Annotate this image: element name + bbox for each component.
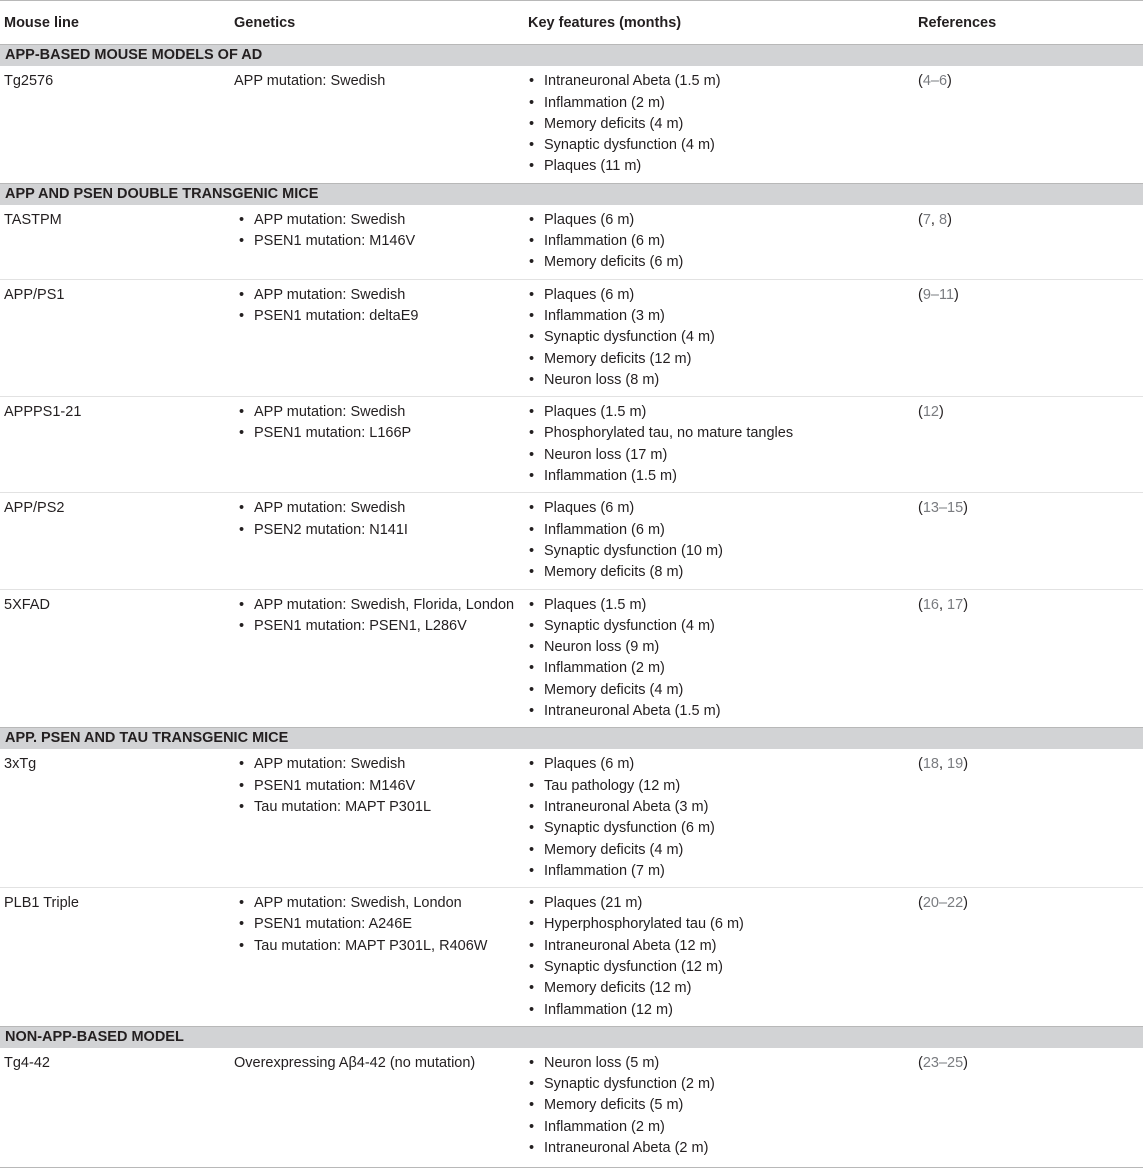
reference-group	[918, 287, 959, 303]
genetics-list	[238, 285, 524, 328]
feature-item: • Memory deficits (4 m)	[528, 840, 914, 861]
feature-item: • Synaptic dysfunction (2 m)	[528, 1074, 914, 1095]
feature-item: • Inflammation (2 m)	[528, 93, 914, 114]
genetics-cell	[230, 888, 524, 1027]
header-references: References	[914, 1, 1143, 45]
table-row	[0, 279, 1143, 396]
feature-item: • Memory deficits (12 m)	[528, 978, 914, 999]
mouse-line-cell: 5XFAD	[0, 589, 230, 728]
reference-link[interactable]: 7	[922, 211, 931, 228]
genetics-item: • APP mutation: Swedish	[238, 402, 524, 423]
genetics-item: • PSEN2 mutation: N141I	[238, 520, 524, 541]
feature-item: • Synaptic dysfunction (4 m)	[528, 327, 914, 348]
references-cell	[914, 66, 1143, 183]
key-features-cell	[524, 279, 914, 396]
genetics-list	[238, 893, 524, 957]
genetics-list	[238, 402, 524, 445]
reference-separator: ,	[930, 211, 939, 228]
header-row	[0, 1, 1143, 45]
mouse-line-cell: APPPS1-21	[0, 397, 230, 493]
feature-item: • Memory deficits (6 m)	[528, 252, 914, 273]
reference-close-paren: )	[947, 211, 952, 228]
table-row	[0, 205, 1143, 279]
genetics-text: Overexpressing Aβ4-42 (no mutation)	[234, 1054, 476, 1071]
reference-open-paren: (	[918, 895, 923, 912]
references-cell	[914, 493, 1143, 589]
table-body	[0, 45, 1143, 1168]
feature-item: • Neuron loss (5 m)	[528, 1053, 914, 1074]
header-key-features: Key features (months)	[524, 1, 914, 45]
reference-open-paren: (	[918, 404, 923, 421]
genetics-item: • APP mutation: Swedish	[238, 754, 524, 775]
feature-item: • Phosphorylated tau, no mature tangles	[528, 423, 914, 444]
table-header	[0, 1, 1143, 45]
genetics-item: • APP mutation: Swedish	[238, 285, 524, 306]
reference-open-paren: (	[918, 286, 923, 303]
genetics-text: APP mutation: Swedish	[234, 73, 386, 90]
genetics-cell	[230, 205, 524, 279]
genetics-item: • Tau mutation: MAPT P301L, R406W	[238, 936, 524, 957]
feature-item: • Inflammation (6 m)	[528, 231, 914, 252]
reference-group	[918, 404, 944, 420]
reference-separator: ,	[938, 596, 948, 613]
reference-link[interactable]: 17	[947, 596, 964, 613]
reference-close-paren: )	[963, 500, 969, 517]
feature-item: • Plaques (1.5 m)	[528, 402, 914, 423]
mouse-line-cell: APP/PS2	[0, 493, 230, 589]
genetics-cell	[230, 589, 524, 728]
features-list	[528, 71, 914, 177]
feature-item: • Hyperphosphorylated tau (6 m)	[528, 914, 914, 935]
reference-link[interactable]: 12	[922, 404, 939, 421]
section-title: APP-BASED MOUSE MODELS OF AD	[0, 45, 1143, 67]
feature-item: • Synaptic dysfunction (4 m)	[528, 135, 914, 156]
genetics-list	[238, 754, 524, 818]
key-features-cell	[524, 1048, 914, 1168]
table-row	[0, 1048, 1143, 1168]
features-list	[528, 285, 914, 391]
feature-item: • Plaques (1.5 m)	[528, 595, 914, 616]
header-mouse-line: Mouse line	[0, 1, 230, 45]
feature-item: • Tau pathology (12 m)	[528, 776, 914, 797]
reference-open-paren: (	[918, 500, 923, 517]
reference-link[interactable]: 23–25	[922, 1054, 964, 1071]
feature-item: • Inflammation (1.5 m)	[528, 466, 914, 487]
feature-item: • Neuron loss (9 m)	[528, 637, 914, 658]
reference-close-paren: )	[963, 895, 969, 912]
key-features-cell	[524, 888, 914, 1027]
feature-item: • Memory deficits (5 m)	[528, 1095, 914, 1116]
reference-link[interactable]: 8	[938, 211, 948, 228]
reference-open-paren: (	[918, 1054, 923, 1071]
feature-item: • Plaques (21 m)	[528, 893, 914, 914]
reference-link[interactable]: 18	[922, 756, 939, 773]
reference-group	[918, 1055, 968, 1071]
genetics-list	[238, 210, 524, 253]
section-title: APP AND PSEN DOUBLE TRANSGENIC MICE	[0, 183, 1143, 205]
key-features-cell	[524, 205, 914, 279]
genetics-item: • APP mutation: Swedish, London	[238, 893, 524, 914]
table-row	[0, 888, 1143, 1027]
genetics-item: • APP mutation: Swedish	[238, 210, 524, 231]
feature-item: • Neuron loss (17 m)	[528, 445, 914, 466]
feature-item: • Synaptic dysfunction (4 m)	[528, 616, 914, 637]
genetics-item: • APP mutation: Swedish, Florida, London	[238, 595, 524, 616]
feature-item: • Intraneuronal Abeta (1.5 m)	[528, 701, 914, 722]
genetics-cell	[230, 749, 524, 887]
features-list	[528, 893, 914, 1021]
features-list	[528, 1053, 914, 1159]
references-cell	[914, 1048, 1143, 1168]
feature-item: • Inflammation (2 m)	[528, 658, 914, 679]
table-row	[0, 66, 1143, 183]
reference-close-paren: )	[954, 286, 959, 303]
feature-item: • Memory deficits (12 m)	[528, 349, 914, 370]
feature-item: • Inflammation (6 m)	[528, 520, 914, 541]
reference-open-paren: (	[918, 596, 923, 613]
genetics-item: • PSEN1 mutation: M146V	[238, 776, 524, 797]
table-row	[0, 589, 1143, 728]
feature-item: • Plaques (6 m)	[528, 498, 914, 519]
reference-link[interactable]: 9–11	[922, 286, 955, 303]
genetics-cell	[230, 279, 524, 396]
header-genetics: Genetics	[230, 1, 524, 45]
key-features-cell	[524, 66, 914, 183]
reference-link[interactable]: 13–15	[922, 500, 964, 517]
table-row	[0, 749, 1143, 887]
references-cell	[914, 749, 1143, 887]
key-features-cell	[524, 397, 914, 493]
feature-item: • Inflammation (3 m)	[528, 306, 914, 327]
genetics-list	[238, 498, 524, 541]
section-header-row	[0, 728, 1143, 750]
feature-item: • Plaques (6 m)	[528, 754, 914, 775]
features-list	[528, 402, 914, 487]
section-header-row	[0, 1026, 1143, 1048]
mouse-line-cell: Tg4-42	[0, 1048, 230, 1168]
reference-open-paren: (	[918, 756, 923, 773]
references-cell	[914, 279, 1143, 396]
reference-group	[918, 212, 952, 228]
genetics-list	[238, 595, 524, 638]
feature-item: • Plaques (6 m)	[528, 285, 914, 306]
reference-open-paren: (	[918, 73, 923, 90]
feature-item: • Plaques (6 m)	[528, 210, 914, 231]
features-list	[528, 210, 914, 274]
features-list	[528, 498, 914, 583]
feature-item: • Intraneuronal Abeta (12 m)	[528, 936, 914, 957]
reference-link[interactable]: 19	[947, 756, 964, 773]
feature-item: • Memory deficits (4 m)	[528, 114, 914, 135]
mouse-line-cell: 3xTg	[4, 756, 37, 773]
feature-item: • Intraneuronal Abeta (3 m)	[528, 797, 914, 818]
reference-group	[918, 895, 968, 911]
reference-link[interactable]: 4–6	[922, 73, 948, 90]
genetics-cell	[230, 397, 524, 493]
feature-item: • Neuron loss (8 m)	[528, 370, 914, 391]
key-features-cell	[524, 589, 914, 728]
features-list	[528, 595, 914, 723]
feature-item: • Memory deficits (8 m)	[528, 562, 914, 583]
feature-item: • Inflammation (2 m)	[528, 1117, 914, 1138]
genetics-item: • PSEN1 mutation: A246E	[238, 914, 524, 935]
reference-separator: ,	[938, 756, 948, 773]
reference-link[interactable]: 20–22	[922, 895, 964, 912]
reference-open-paren: (	[918, 211, 923, 228]
table-row	[0, 493, 1143, 589]
genetics-item: • PSEN1 mutation: deltaE9	[238, 306, 524, 327]
reference-link[interactable]: 16	[922, 596, 939, 613]
feature-item: • Synaptic dysfunction (6 m)	[528, 818, 914, 839]
section-title: NON-APP-BASED MODEL	[0, 1026, 1143, 1048]
reference-close-paren: )	[963, 596, 969, 613]
key-features-cell	[524, 749, 914, 887]
references-cell	[914, 589, 1143, 728]
reference-group	[918, 73, 952, 89]
genetics-item: • APP mutation: Swedish	[238, 498, 524, 519]
section-header-row	[0, 183, 1143, 205]
reference-close-paren: )	[963, 1054, 969, 1071]
feature-item: • Synaptic dysfunction (12 m)	[528, 957, 914, 978]
genetics-item: • PSEN1 mutation: L166P	[238, 423, 524, 444]
section-header-row	[0, 45, 1143, 67]
feature-item: • Inflammation (12 m)	[528, 1000, 914, 1021]
feature-item: • Synaptic dysfunction (10 m)	[528, 541, 914, 562]
table-row	[0, 397, 1143, 493]
mouse-line-cell: Tg2576	[4, 73, 54, 90]
feature-item: • Intraneuronal Abeta (1.5 m)	[528, 71, 914, 92]
reference-group	[918, 756, 968, 772]
feature-item: • Inflammation (7 m)	[528, 861, 914, 882]
feature-item: • Plaques (11 m)	[528, 156, 914, 177]
section-title: APP. PSEN AND TAU TRANSGENIC MICE	[0, 728, 1143, 750]
mouse-line-cell: APP/PS1	[0, 279, 230, 396]
references-cell	[914, 888, 1143, 1027]
feature-item: • Intraneuronal Abeta (2 m)	[528, 1138, 914, 1159]
genetics-cell	[230, 66, 524, 183]
mouse-line-cell: PLB1 Triple	[0, 888, 230, 1027]
genetics-item: • PSEN1 mutation: PSEN1, L286V	[238, 616, 524, 637]
genetics-item: • Tau mutation: MAPT P301L	[238, 797, 524, 818]
reference-close-paren: )	[938, 404, 944, 421]
genetics-cell	[230, 493, 524, 589]
references-cell	[914, 205, 1143, 279]
references-cell	[914, 397, 1143, 493]
reference-close-paren: )	[947, 73, 952, 90]
features-list	[528, 754, 914, 882]
reference-close-paren: )	[963, 756, 969, 773]
reference-group	[918, 597, 968, 613]
reference-group	[918, 500, 968, 516]
genetics-cell	[230, 1048, 524, 1168]
genetics-item: • PSEN1 mutation: M146V	[238, 231, 524, 252]
mouse-line-cell: TASTPM	[4, 211, 62, 228]
feature-item: • Memory deficits (4 m)	[528, 680, 914, 701]
key-features-cell	[524, 493, 914, 589]
